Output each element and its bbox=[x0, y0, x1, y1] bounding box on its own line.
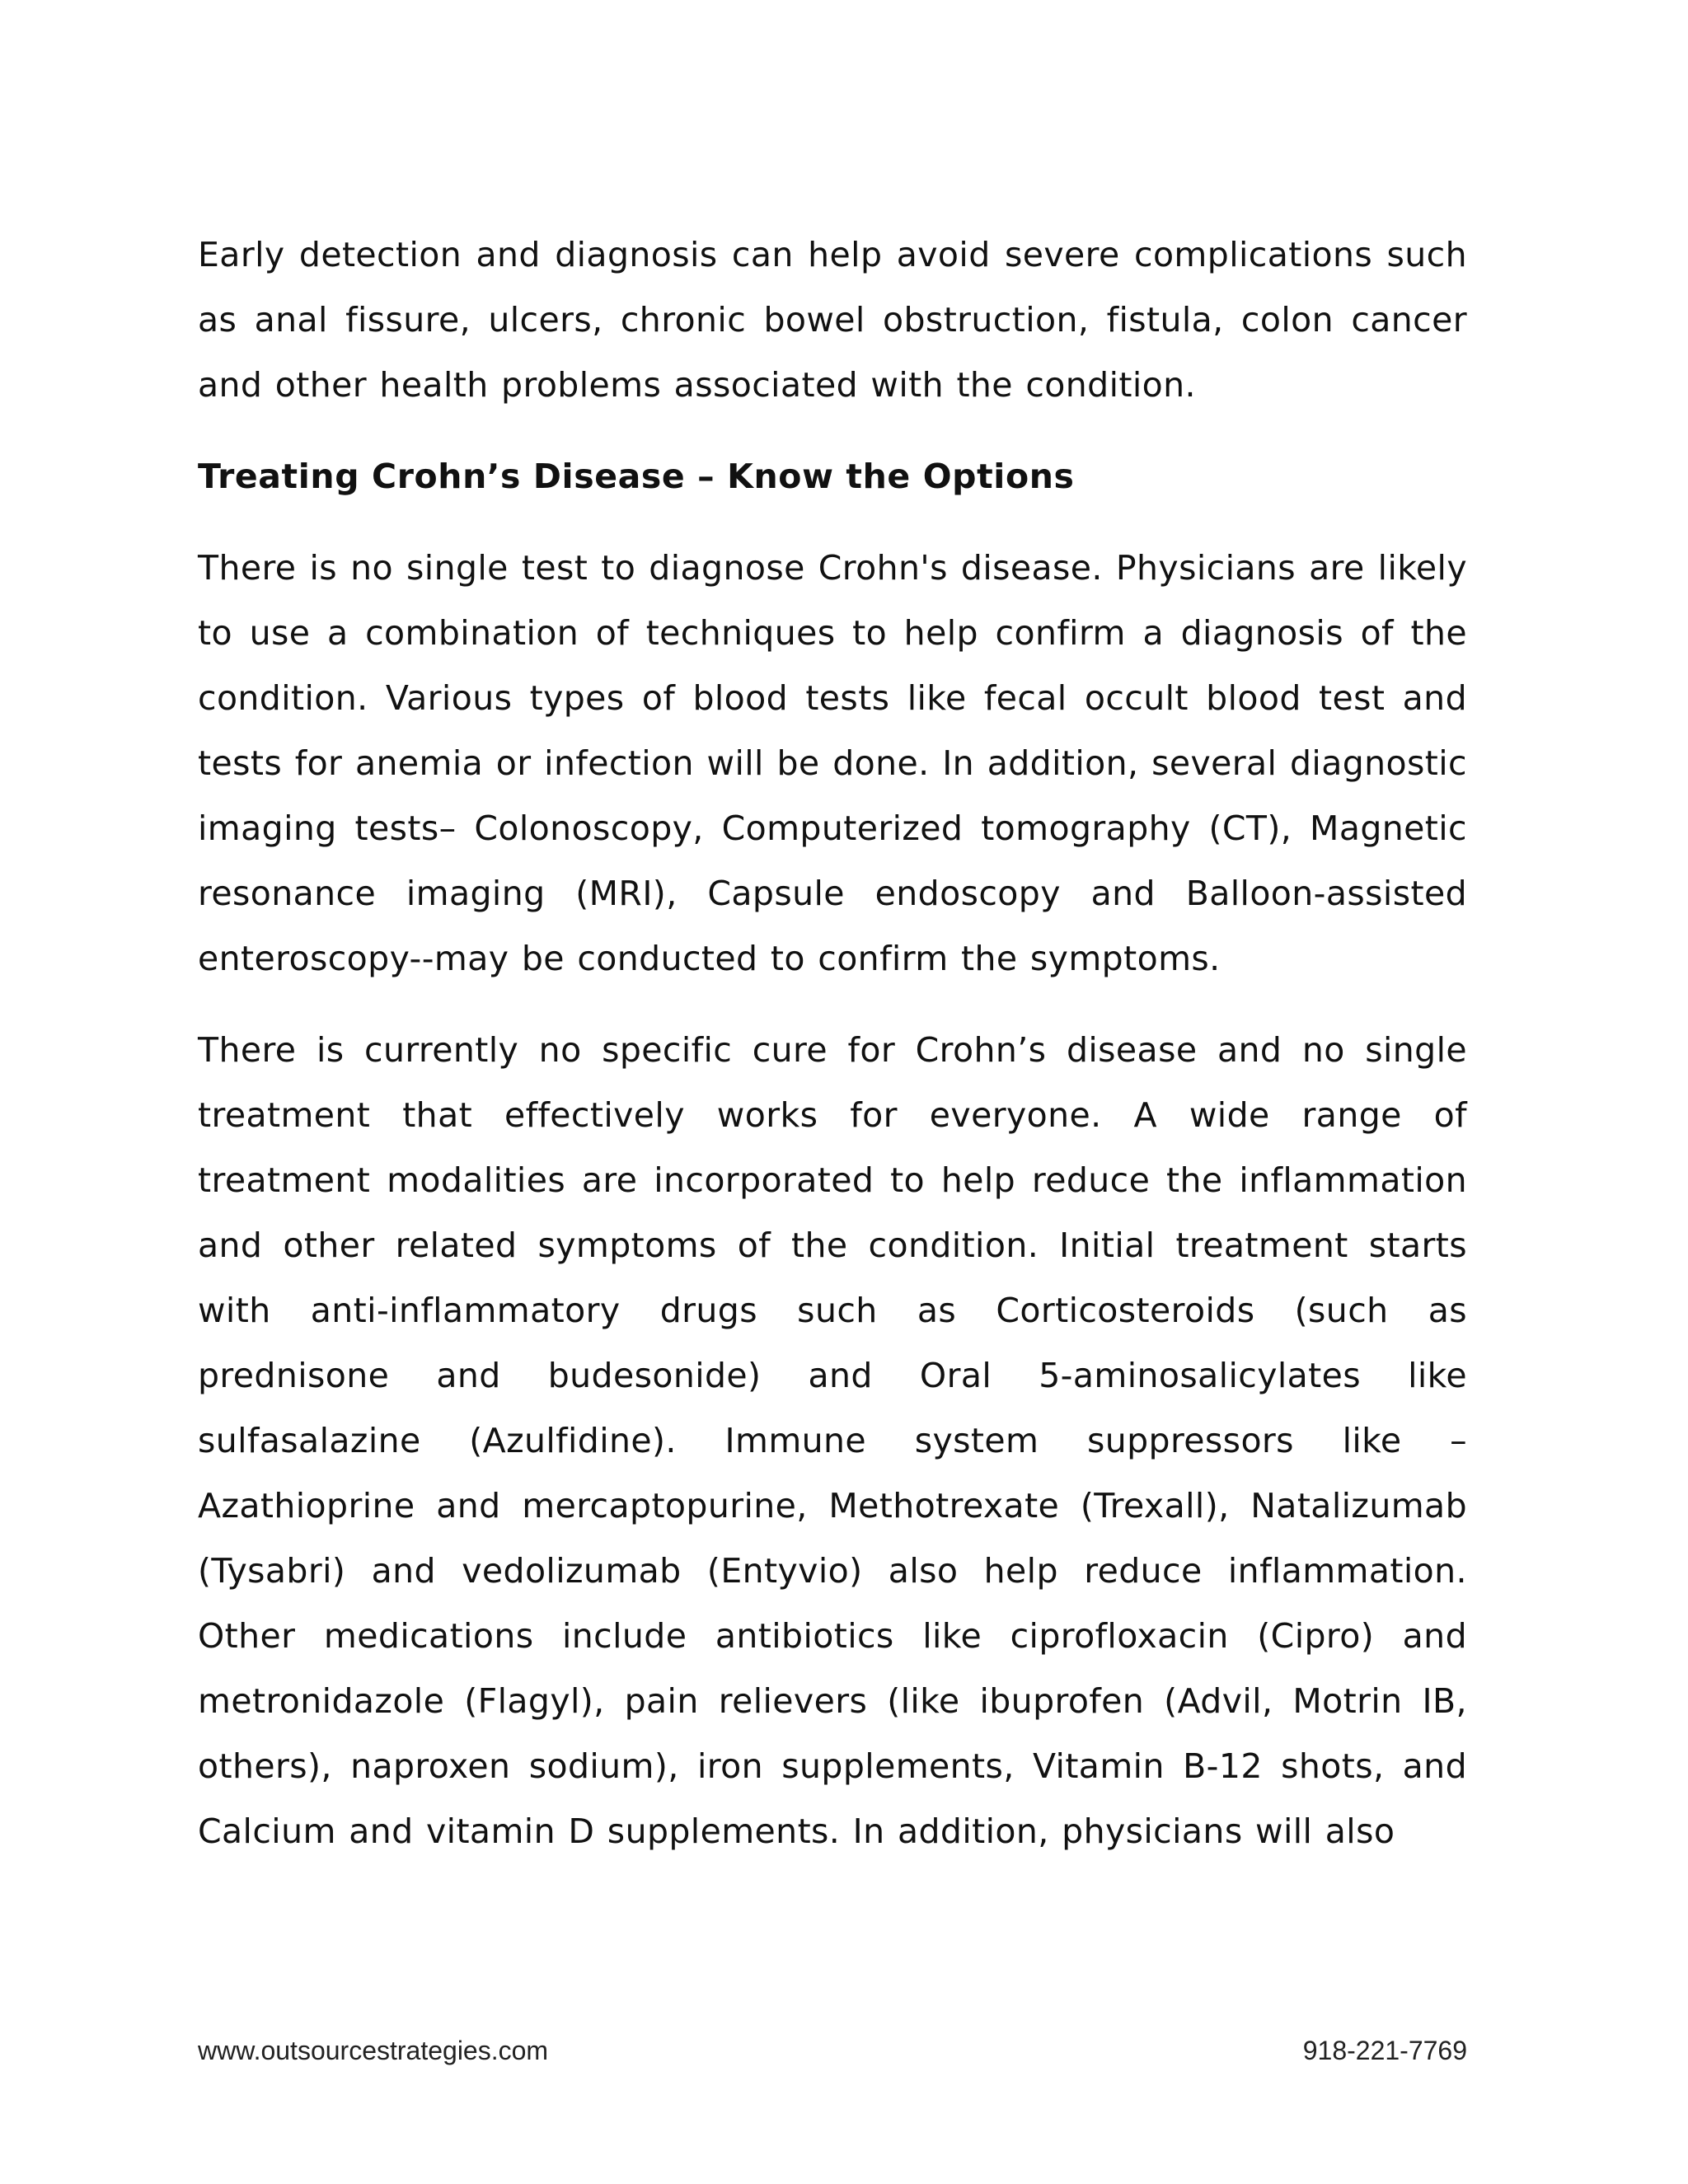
document-body bbox=[198, 223, 1467, 1864]
footer-website: www.outsourcestrategies.com bbox=[198, 2036, 549, 2065]
treatment-paragraph: There is currently no specific cure for Crohn’s disease and no single treatment that effectively works for everyone. A wide range of treatment modalities are incorporated to help reduce the inflammation and other related symptoms of the condition. Initial treatment starts with anti-inflammatory drugs such as Corticosteroids (such as prednisone and budesonide) and Oral 5-aminosalicylates like sulfasalazine (Azulfidine). Immune system suppressors like – Azathioprine and mercaptopurine, Methotrexate (Trexall), Natalizumab (Tysabri) and vedolizumab (Entyvio) also help reduce inflammation. Other medications include antibiotics like ciprofloxacin (Cipro) and metronidazole (Flagyl), pain relievers (like ibuprofen (Advil, Motrin IB, others), naproxen sodium), iron supplements, Vitamin B-12 shots, and Calcium and vitamin D supplements. In addition, physicians will also bbox=[198, 1030, 1467, 1851]
footer-phone: 918-221-7769 bbox=[1302, 2036, 1467, 2065]
intro-paragraph: Early detection and diagnosis can help avoid severe complications such as anal fissure, ulcers, chronic bowel obstruction, fistula, colon cancer and other health problems associated with the condition. bbox=[198, 235, 1467, 405]
page-footer bbox=[198, 2034, 1467, 2067]
section-heading: Treating Crohn’s Disease – Know the Options bbox=[198, 457, 1075, 496]
diagnosis-paragraph: There is no single test to diagnose Crohn's disease. Physicians are likely to use a combination of techniques to help confirm a diagnosis of the condition. Various types of blood tests like fecal occult blood test and tests for anemia or infection will be done. In addition, several diagnostic imaging tests– Colonoscopy, Computerized tomography (CT), Magnetic resonance imaging (MRI), Capsule endoscopy and Balloon-assisted enteroscopy--may be conducted to confirm the symptoms. bbox=[198, 548, 1467, 978]
